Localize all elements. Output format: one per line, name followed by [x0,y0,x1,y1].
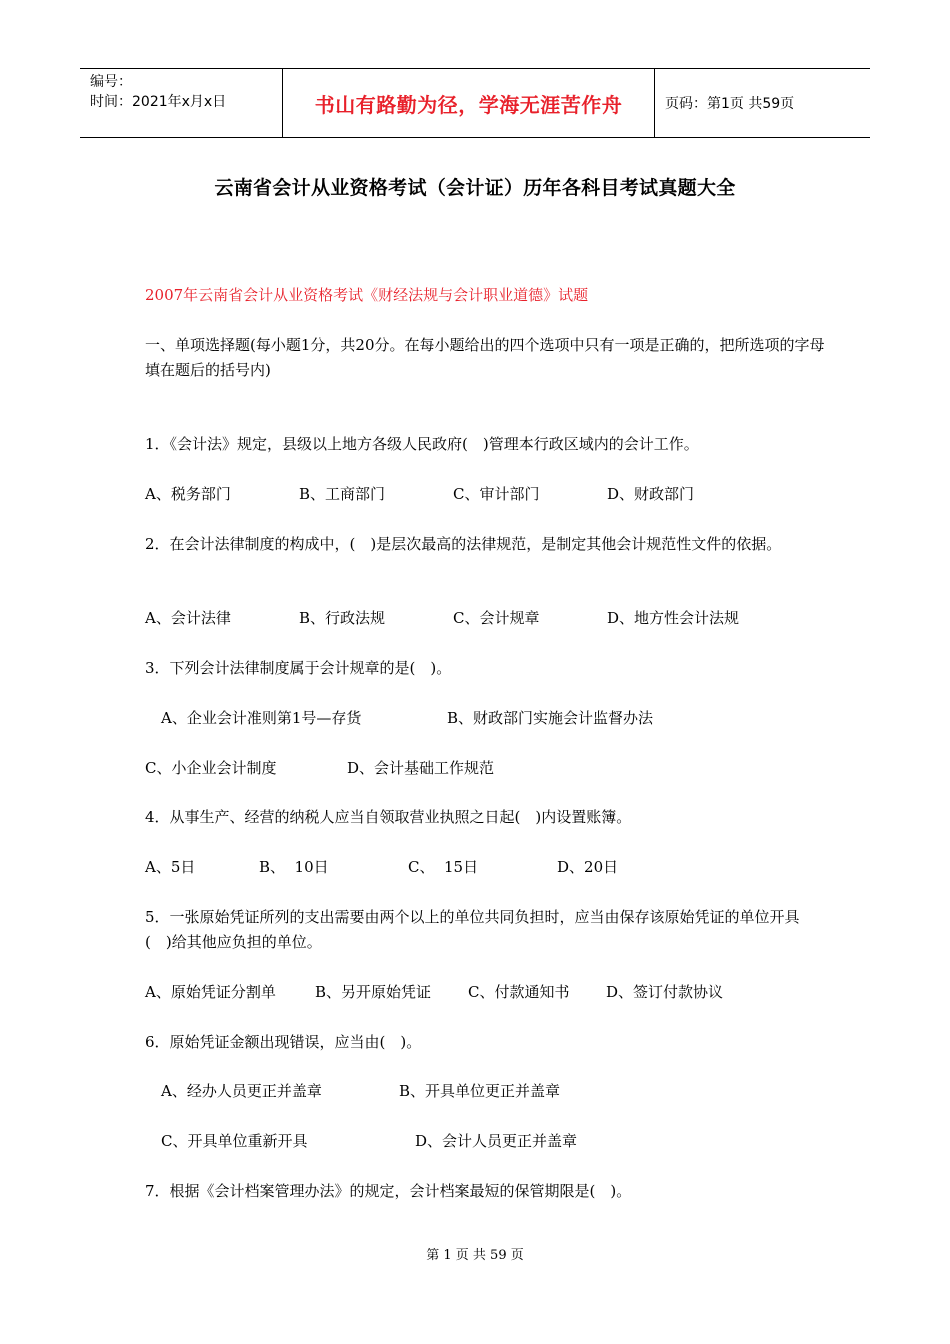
question-stem: 7．根据《会计档案管理办法》的规定，会计档案最短的保管期限是( )。 [145,1182,632,1200]
option: C、 15日 [408,858,479,876]
question-stem: 6．原始凭证金额出现错误，应当由( )。 [145,1033,422,1051]
page-footer: 第 1 页 共 59 页 [426,1248,524,1263]
option: B、行政法规 [299,609,386,627]
option: A、企业会计准则第1号—存货 [161,709,362,727]
section-intro: 一、单项选择题(每小题1分，共20分。在每小题给出的四个选项中只有一项是正确的，把所选项的字母填在题后的括号内) [145,336,825,379]
option: B、 10日 [259,858,329,876]
header-motto: 书山有路勤为径，学海无涯苦作舟 [282,69,655,137]
option: A、经办人员更正并盖章 [161,1082,322,1100]
option: B、另开原始凭证 [315,983,432,1001]
question-stem: 3．下列会计法律制度属于会计规章的是( )。 [145,659,452,677]
question-options [145,756,825,781]
option: C、付款通知书 [468,983,570,1001]
option: D、会计基础工作规范 [347,759,495,777]
document-title: 云南省会计从业资格考试（会计证）历年各科目考试真题大全 [214,177,736,199]
option: C、小企业会计制度 [145,759,277,777]
number-label: 编号： [90,74,132,90]
header-page-info: 页码：第1页 共59页 [665,96,795,112]
option: C、开具单位重新开具 [161,1132,308,1150]
question-options [145,1129,841,1154]
option: C、审计部门 [453,485,540,503]
option: B、财政部门实施会计监督办法 [447,709,654,727]
option: A、5日 [145,858,196,876]
option: D、签订付款协议 [606,983,724,1001]
question-stem: 1．《会计法》规定，县级以上地方各级人民政府( )管理本行政区域内的会计工作。 [145,435,699,453]
document-header [80,68,870,138]
question-options [145,706,841,731]
question-options [145,606,825,631]
option: B、开具单位更正并盖章 [399,1082,561,1100]
option: D、地方性会计法规 [607,609,740,627]
option: A、原始凭证分割单 [145,983,276,1001]
question-options [145,1079,841,1104]
question-options [145,482,825,507]
option: D、会计人员更正并盖章 [415,1132,578,1150]
option: B、工商部门 [299,485,386,503]
question-options [145,980,825,1005]
option: C、会计规章 [453,609,540,627]
time-label: 时间：2021年x月x日 [90,94,227,110]
option: D、20日 [557,858,619,876]
header-meta [80,69,282,137]
question-stem: 4．从事生产、经营的纳税人应当自领取营业执照之日起( )内设置账簿。 [145,808,632,826]
question-stem: 2．在会计法律制度的构成中，( )是层次最高的法律规范，是制定其他会计规范性文件的依据。 [145,535,782,553]
option: D、财政部门 [607,485,695,503]
option: A、会计法律 [145,609,231,627]
exam-subtitle: 2007年云南省会计从业资格考试《财经法规与会计职业道德》试题 [145,286,589,304]
question-options [145,855,825,880]
option: A、税务部门 [145,485,231,503]
question-stem: 5．一张原始凭证所列的支出需要由两个以上的单位共同负担时，应当由保存该原始凭证的单位开具( )给其他应负担的单位。 [145,908,800,951]
